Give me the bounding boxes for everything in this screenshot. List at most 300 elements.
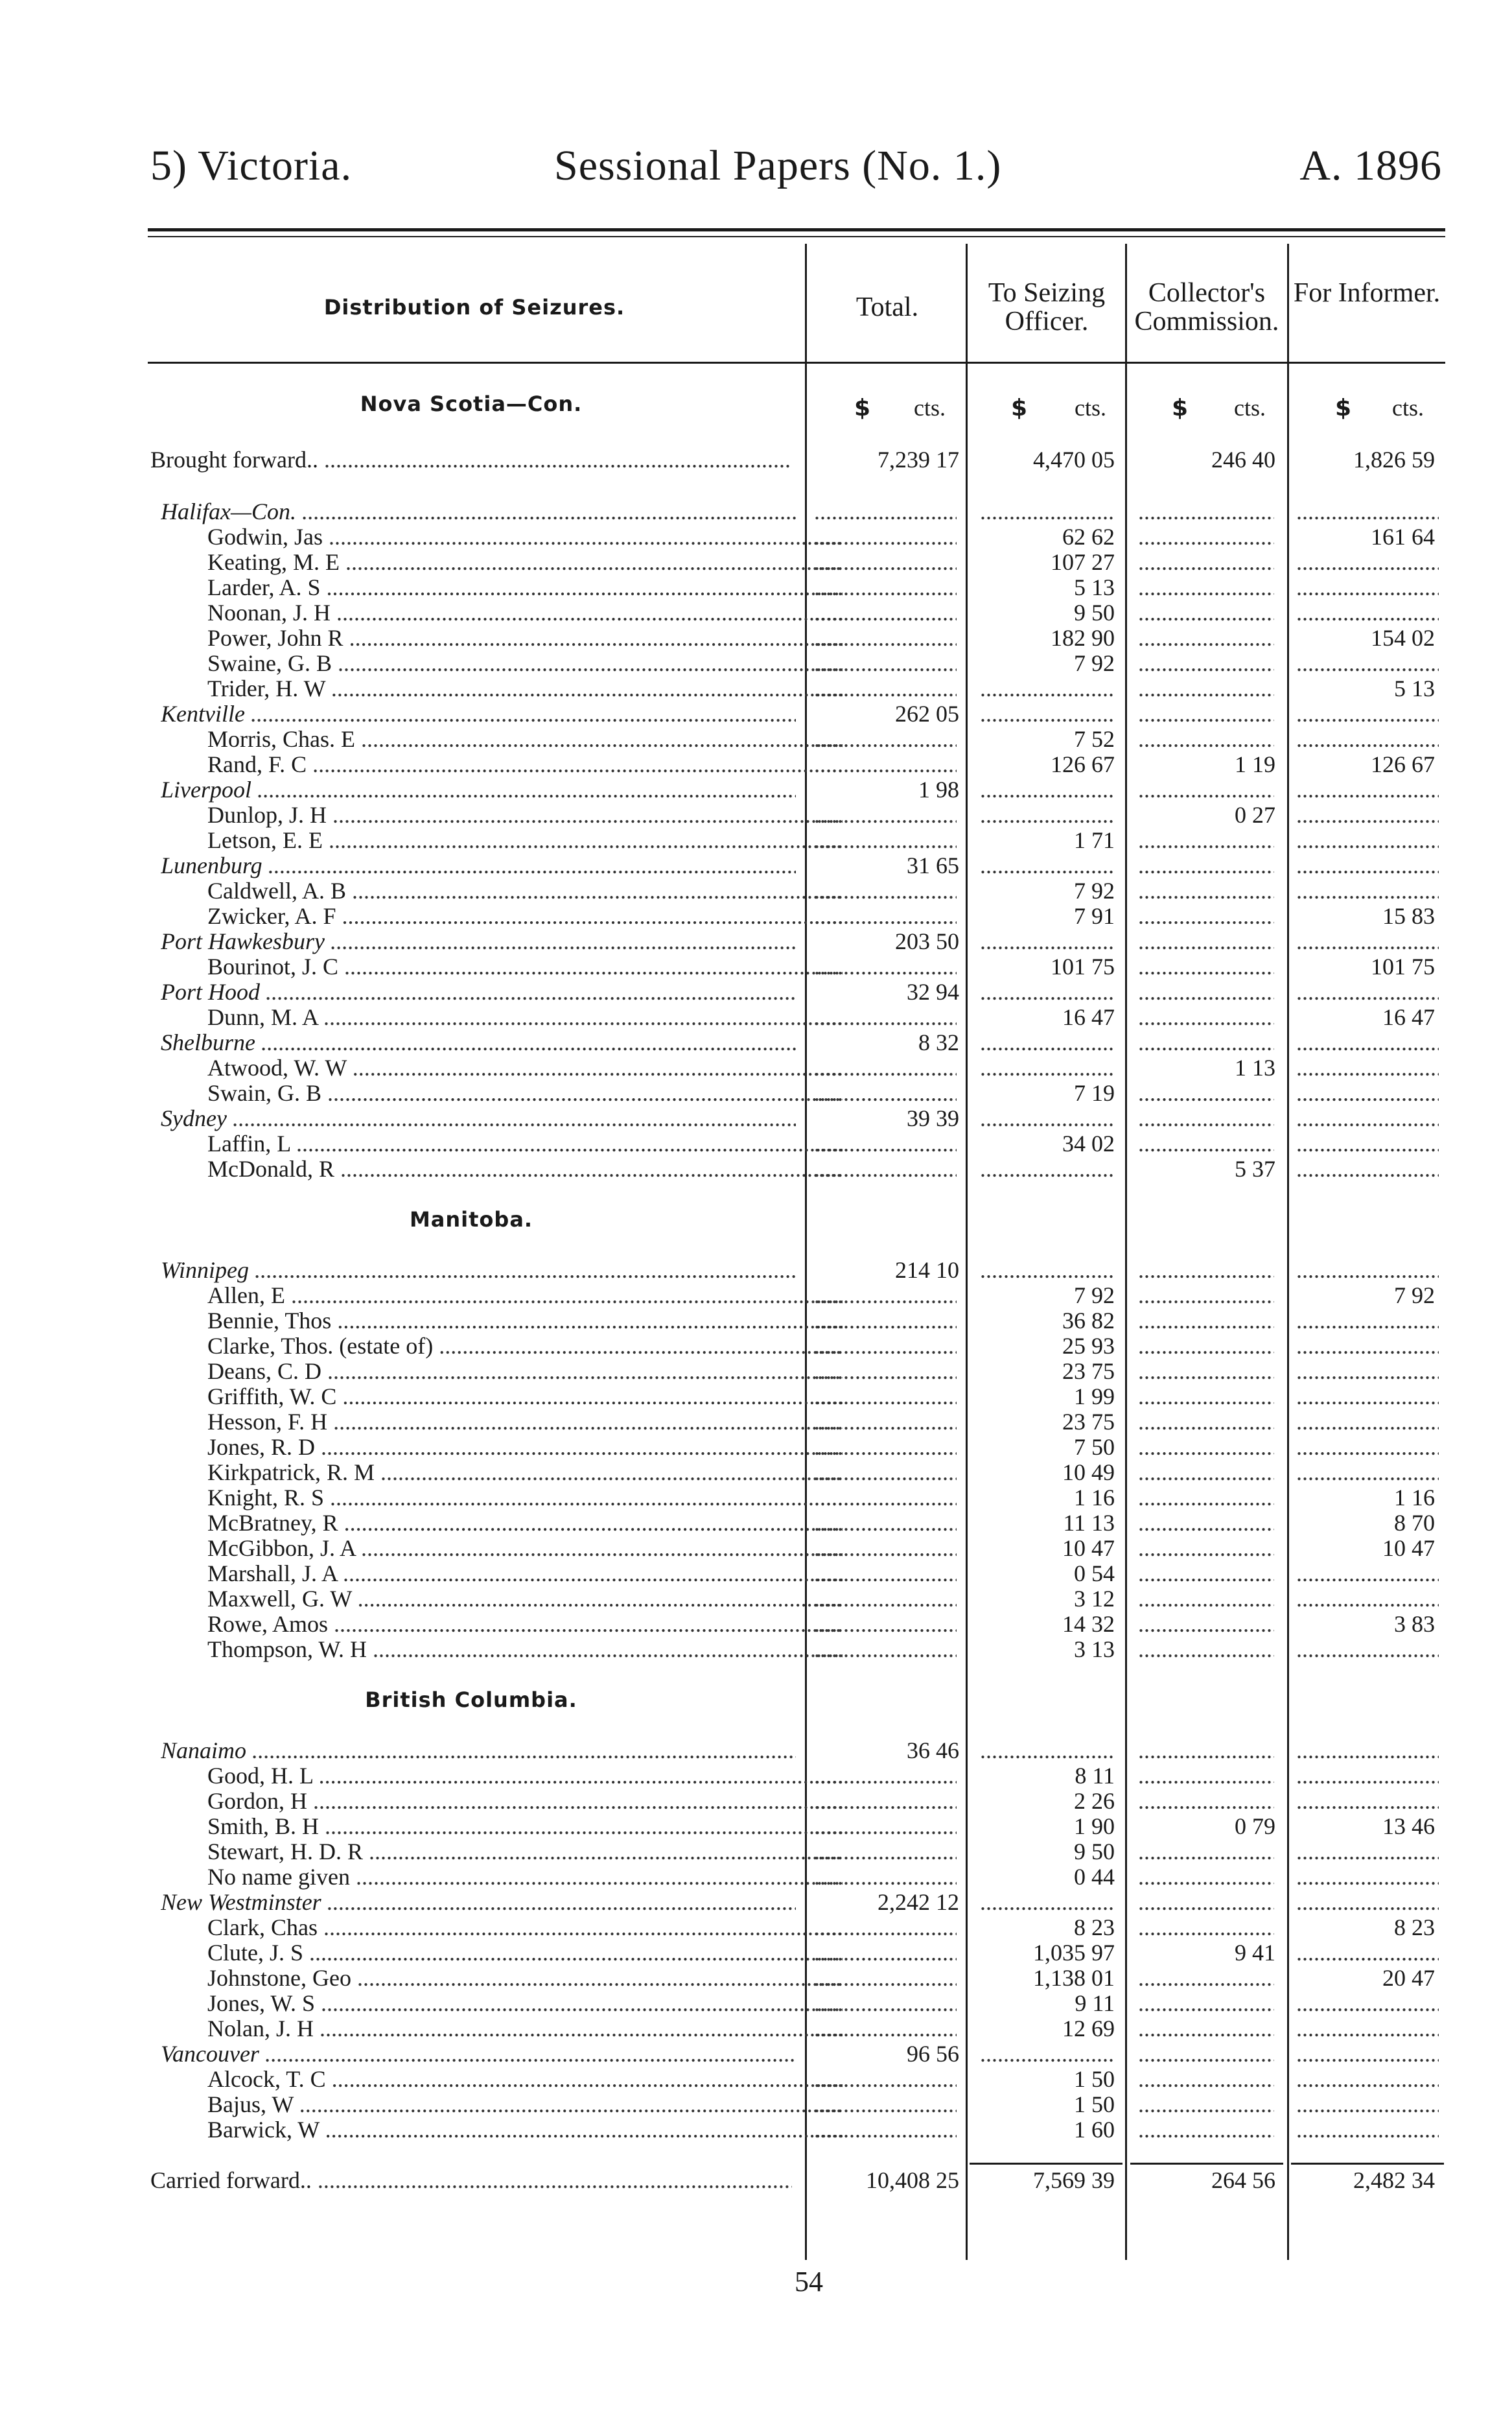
- empty-cell-dots: [814, 1991, 957, 2016]
- leader-dots: [318, 1915, 843, 1940]
- collector-cell: 1 19: [1235, 751, 1275, 777]
- informer-cell: 1 16: [1394, 1485, 1435, 1511]
- empty-cell-dots: [814, 676, 957, 701]
- entry-name: Barwick, W .....: [207, 2117, 843, 2143]
- table-row: [0, 1586, 1512, 1612]
- informer-cell: 13 46: [1382, 1813, 1435, 1839]
- entry-name: Bajus, W .....: [207, 2092, 843, 2117]
- informer-cell: 154 02: [1371, 625, 1435, 651]
- empty-cell-dots: [980, 1030, 1115, 1055]
- leader-dots: [336, 904, 843, 929]
- empty-cell-dots: [1296, 1839, 1439, 1864]
- leader-dots: [315, 1991, 843, 2016]
- entry-name: Caldwell, A. B .....: [207, 878, 843, 904]
- informer-cell: 16 47: [1382, 1004, 1435, 1030]
- empty-cell-dots: [980, 853, 1115, 878]
- place-row: [0, 701, 1512, 727]
- entry-name: McBratney, R .....: [207, 1511, 843, 1536]
- officer-cell: 7 91: [1074, 903, 1115, 929]
- empty-cell-dots: [1296, 1081, 1439, 1106]
- empty-cell-dots: [1296, 1940, 1439, 1966]
- empty-cell-dots: [980, 676, 1115, 701]
- leader-dots: [246, 1738, 796, 1763]
- leader-dots: [327, 803, 843, 828]
- officer-cell: 23 75: [1062, 1358, 1115, 1384]
- empty-cell-dots: [1138, 1005, 1274, 1030]
- empty-cell-dots: [980, 980, 1115, 1005]
- table-row: [0, 1991, 1512, 2016]
- leader-dots: [433, 1334, 843, 1359]
- empty-cell-dots: [814, 1511, 957, 1536]
- informer-cell: 10 47: [1382, 1535, 1435, 1561]
- empty-cell-dots: [814, 2067, 957, 2092]
- leader-dots: [307, 752, 843, 777]
- table-row: [0, 752, 1512, 777]
- leader-dots: [355, 1536, 843, 1561]
- entry-name: No name given .....: [207, 1864, 843, 1890]
- entry-name: Letson, E. E .....: [207, 828, 843, 853]
- table-row: [0, 1536, 1512, 1561]
- empty-cell-dots: [1296, 1030, 1439, 1055]
- empty-cell-dots: [814, 626, 957, 651]
- empty-cell-dots: [1138, 701, 1274, 727]
- empty-cell-dots: [814, 575, 957, 600]
- leader-dots: [321, 575, 843, 600]
- leader-dots: [262, 853, 796, 878]
- leader-dots: [321, 1890, 796, 1915]
- place-row: [0, 2041, 1512, 2067]
- leader-dots: [347, 1055, 843, 1081]
- entry-name: Stewart, H. D. R .....: [207, 1839, 843, 1864]
- entry-name: Larder, A. S .....: [207, 575, 843, 600]
- officer-cell: 62 62: [1062, 524, 1115, 550]
- empty-cell-dots: [1138, 1586, 1274, 1612]
- leader-dots: [321, 1081, 843, 1106]
- table-row: [0, 1940, 1512, 1966]
- officer-cell: 34 02: [1062, 1131, 1115, 1157]
- empty-cell-dots: [814, 828, 957, 853]
- entry-name: Allen, E .....: [207, 1283, 843, 1308]
- entry-name: Hesson, F. H .....: [207, 1409, 843, 1435]
- table-row: [0, 1283, 1512, 1308]
- empty-cell-dots: [1138, 676, 1274, 701]
- empty-cell-dots: [814, 1384, 957, 1409]
- leader-dots: [313, 1763, 843, 1789]
- leader-dots: [331, 600, 843, 626]
- place-row: [0, 499, 1512, 524]
- spacer-row: [0, 1662, 1512, 1687]
- empty-cell-dots: [1138, 1915, 1274, 1940]
- table-row: [0, 878, 1512, 904]
- informer-cell: 5 13: [1394, 676, 1435, 701]
- entry-name: Bourinot, J. C .....: [207, 954, 843, 980]
- place-name: Port Hawkesbury .....: [161, 929, 796, 954]
- empty-cell-dots: [814, 1005, 957, 1030]
- officer-cell: 3 12: [1074, 1586, 1115, 1612]
- place-row: [0, 1106, 1512, 1131]
- empty-cell-dots: [1296, 1586, 1439, 1612]
- empty-cell-dots: [1296, 2016, 1439, 2041]
- total-cell: 203 50: [895, 928, 959, 954]
- table-row: [0, 1131, 1512, 1157]
- leader-dots: [296, 499, 796, 524]
- empty-cell-dots: [1138, 1435, 1274, 1460]
- empty-cell-dots: [814, 1864, 957, 1890]
- empty-cell-dots: [1296, 1334, 1439, 1359]
- empty-cell-dots: [1138, 980, 1274, 1005]
- dollar-sign: $: [1335, 395, 1352, 421]
- empty-cell-dots: [1296, 550, 1439, 575]
- empty-cell-dots: [814, 1485, 957, 1511]
- empty-cell-dots: [814, 904, 957, 929]
- section-heading-row: [0, 392, 1512, 417]
- officer-cell: 1,035 97: [1033, 1940, 1115, 1966]
- empty-cell-dots: [1296, 1991, 1439, 2016]
- total-cell: 262 05: [895, 701, 959, 727]
- table-row: [0, 954, 1512, 980]
- empty-cell-dots: [980, 1106, 1115, 1131]
- leader-dots: [260, 980, 796, 1005]
- officer-cell: 9 50: [1074, 1839, 1115, 1864]
- table-row: [0, 1966, 1512, 1991]
- empty-cell-dots: [814, 1334, 957, 1359]
- table-row: [0, 1612, 1512, 1637]
- leader-dots: [363, 1839, 843, 1864]
- collector-cell: 9 41: [1235, 1940, 1275, 1966]
- entry-name: Keating, M. E .....: [207, 550, 843, 575]
- empty-cell-dots: [1296, 1258, 1439, 1283]
- total-cell: 32 94: [907, 979, 959, 1005]
- empty-cell-dots: [814, 499, 957, 524]
- empty-cell-dots: [980, 499, 1115, 524]
- officer-cell: 9 50: [1074, 600, 1115, 626]
- empty-cell-dots: [1138, 1789, 1274, 1814]
- empty-cell-dots: [1138, 2016, 1274, 2041]
- entry-name: Trider, H. W .....: [207, 676, 843, 701]
- top-rule-thick: [148, 228, 1445, 231]
- empty-cell-dots: [814, 1460, 957, 1485]
- empty-cell-dots: [1138, 1308, 1274, 1334]
- empty-cell-dots: [1296, 575, 1439, 600]
- empty-cell-dots: [1138, 1966, 1274, 1991]
- leader-dots: [324, 447, 792, 473]
- empty-cell-dots: [814, 1839, 957, 1864]
- informer-cell: 15 83: [1382, 903, 1435, 929]
- cents-label: cts.: [1392, 395, 1424, 421]
- empty-cell-dots: [814, 600, 957, 626]
- empty-cell-dots: [1138, 904, 1274, 929]
- empty-cell-dots: [814, 1814, 957, 1839]
- total-cell: 10,408 25: [866, 2167, 959, 2193]
- summary-label: Carried forward.. .....: [150, 2168, 792, 2193]
- empty-cell-dots: [814, 1536, 957, 1561]
- total-cell: 2,242 12: [878, 1889, 959, 1915]
- spacer-row: [0, 1713, 1512, 1738]
- empty-cell-dots: [814, 1966, 957, 1991]
- empty-cell-dots: [1296, 600, 1439, 626]
- informer-cell: 3 83: [1394, 1611, 1435, 1637]
- empty-cell-dots: [1296, 1637, 1439, 1662]
- empty-cell-dots: [1296, 701, 1439, 727]
- officer-cell: 8 23: [1074, 1914, 1115, 1940]
- leader-dots: [367, 1637, 843, 1662]
- header-left: 5) Victoria.: [150, 142, 353, 189]
- place-name: Lunenburg .....: [161, 853, 796, 878]
- empty-cell-dots: [1138, 853, 1274, 878]
- place-name: Kentville .....: [161, 701, 796, 727]
- table-row: [0, 2092, 1512, 2117]
- empty-cell-dots: [1138, 1384, 1274, 1409]
- leader-dots: [303, 1940, 843, 1966]
- leader-dots: [352, 1586, 843, 1612]
- officer-cell: 3 13: [1074, 1636, 1115, 1662]
- section-heading-row: [0, 1687, 1512, 1713]
- empty-cell-dots: [1138, 1839, 1274, 1864]
- leader-dots: [318, 1005, 843, 1030]
- entry-name: Deans, C. D .....: [207, 1359, 843, 1384]
- leader-dots: [315, 1435, 843, 1460]
- leader-dots: [294, 2092, 843, 2117]
- officer-cell: 1 16: [1074, 1485, 1115, 1511]
- section-title: Manitoba.: [409, 1207, 533, 1232]
- entry-name: Dunlop, J. H .....: [207, 803, 843, 828]
- entry-name: Morris, Chas. E .....: [207, 727, 843, 752]
- spacer-row: [0, 1232, 1512, 1258]
- table-row: [0, 1485, 1512, 1511]
- entry-name: Knight, R. S .....: [207, 1485, 843, 1511]
- total-rule: [1291, 2163, 1444, 2165]
- empty-cell-dots: [1296, 1763, 1439, 1789]
- empty-cell-dots: [814, 954, 957, 980]
- officer-cell: 182 90: [1051, 625, 1115, 651]
- column-header-description: Distribution of Seizures.: [323, 295, 625, 320]
- officer-cell: 9 11: [1075, 1990, 1115, 2016]
- officer-cell: 1 50: [1074, 2066, 1115, 2092]
- leader-dots: [314, 2016, 843, 2041]
- entry-name: Clark, Chas .....: [207, 1915, 843, 1940]
- officer-cell: 16 47: [1062, 1004, 1115, 1030]
- empty-cell-dots: [1138, 1763, 1274, 1789]
- officer-cell: 1 99: [1074, 1383, 1115, 1409]
- entry-name: Bennie, Thos .....: [207, 1308, 843, 1334]
- entry-name: Smith, B. H .....: [207, 1814, 843, 1839]
- empty-cell-dots: [814, 1612, 957, 1637]
- empty-cell-dots: [1296, 499, 1439, 524]
- empty-cell-dots: [1138, 2117, 1274, 2143]
- summary-row: [0, 2168, 1512, 2193]
- table-row: [0, 1081, 1512, 1106]
- spacer-row: [0, 1182, 1512, 1207]
- empty-cell-dots: [980, 1055, 1115, 1081]
- empty-cell-dots: [814, 2016, 957, 2041]
- empty-cell-dots: [1138, 1030, 1274, 1055]
- table-row: [0, 1384, 1512, 1409]
- place-name: Winnipeg .....: [161, 1258, 796, 1283]
- entry-name: Maxwell, G. W .....: [207, 1586, 843, 1612]
- empty-cell-dots: [1138, 2067, 1274, 2092]
- leader-dots: [337, 1561, 843, 1586]
- leader-dots: [336, 1384, 843, 1409]
- place-name: New Westminster .....: [161, 1890, 796, 1915]
- entry-name: Dunn, M. A .....: [207, 1005, 843, 1030]
- empty-cell-dots: [1296, 1561, 1439, 1586]
- empty-cell-dots: [1138, 1106, 1274, 1131]
- leader-dots: [328, 1612, 843, 1637]
- empty-cell-dots: [1296, 1890, 1439, 1915]
- empty-cell-dots: [1138, 1612, 1274, 1637]
- leader-dots: [285, 1283, 843, 1308]
- empty-cell-dots: [1296, 2067, 1439, 2092]
- officer-cell: 1 50: [1074, 2091, 1115, 2117]
- cents-label: cts.: [1234, 395, 1266, 421]
- empty-cell-dots: [814, 1789, 957, 1814]
- officer-cell: 4,470 05: [1033, 447, 1115, 473]
- table-row: [0, 1435, 1512, 1460]
- leader-dots: [332, 651, 843, 676]
- empty-cell-dots: [980, 929, 1115, 954]
- table-row: [0, 550, 1512, 575]
- empty-cell-dots: [1296, 2117, 1439, 2143]
- table-row: [0, 1055, 1512, 1081]
- officer-cell: 7 92: [1074, 1282, 1115, 1308]
- leader-dots: [312, 2168, 792, 2193]
- empty-cell-dots: [1296, 1738, 1439, 1763]
- empty-cell-dots: [980, 701, 1115, 727]
- empty-cell-dots: [1296, 651, 1439, 676]
- empty-cell-dots: [1138, 626, 1274, 651]
- column-header-total: Total.: [855, 292, 919, 322]
- leader-dots: [249, 1258, 796, 1283]
- collector-cell: 5 37: [1235, 1156, 1275, 1182]
- collector-cell: 1 13: [1235, 1055, 1275, 1081]
- entry-name: Clarke, Thos. (estate of) .....: [207, 1334, 843, 1359]
- empty-cell-dots: [814, 1915, 957, 1940]
- empty-cell-dots: [814, 524, 957, 550]
- place-row: [0, 853, 1512, 878]
- officer-cell: 36 82: [1062, 1308, 1115, 1334]
- leader-dots: [327, 1409, 843, 1435]
- entry-name: Griffith, W. C .....: [207, 1384, 843, 1409]
- table-row: [0, 1157, 1512, 1182]
- leader-dots: [307, 1789, 843, 1814]
- entry-name: McDonald, R .....: [207, 1157, 843, 1182]
- place-row: [0, 777, 1512, 803]
- entry-name: Power, John R .....: [207, 626, 843, 651]
- officer-cell: 101 75: [1051, 954, 1115, 980]
- entry-name: Rowe, Amos .....: [207, 1612, 843, 1637]
- table-row: [0, 1409, 1512, 1435]
- entry-name: Thompson, W. H .....: [207, 1637, 843, 1662]
- empty-cell-dots: [1296, 1789, 1439, 1814]
- empty-cell-dots: [1138, 1131, 1274, 1157]
- leader-dots: [323, 524, 843, 550]
- empty-cell-dots: [980, 1890, 1115, 1915]
- empty-cell-dots: [1138, 1081, 1274, 1106]
- officer-cell: 7 19: [1074, 1080, 1115, 1106]
- empty-cell-dots: [1296, 803, 1439, 828]
- empty-cell-dots: [1138, 550, 1274, 575]
- leader-dots: [227, 1106, 796, 1131]
- leader-dots: [346, 878, 843, 904]
- spacer-row: [0, 2143, 1512, 2168]
- empty-cell-dots: [1138, 1738, 1274, 1763]
- dollar-sign: $: [854, 395, 871, 421]
- entry-name: Johnstone, Geo .....: [207, 1966, 843, 1991]
- empty-cell-dots: [1296, 777, 1439, 803]
- empty-cell-dots: [1138, 575, 1274, 600]
- informer-cell: 1,826 59: [1353, 447, 1435, 473]
- empty-cell-dots: [1138, 651, 1274, 676]
- table-row: [0, 1511, 1512, 1536]
- leader-dots: [343, 626, 843, 651]
- empty-cell-dots: [1138, 878, 1274, 904]
- table-row: [0, 1915, 1512, 1940]
- empty-cell-dots: [1138, 1283, 1274, 1308]
- leader-dots: [251, 777, 796, 803]
- leader-dots: [338, 1511, 843, 1536]
- total-rule: [970, 2163, 1122, 2165]
- empty-cell-dots: [814, 550, 957, 575]
- table-row: [0, 1460, 1512, 1485]
- empty-cell-dots: [1138, 1409, 1274, 1435]
- collector-cell: 264 56: [1211, 2167, 1275, 2193]
- place-name: Port Hood .....: [161, 980, 796, 1005]
- officer-cell: 5 13: [1074, 574, 1115, 600]
- officer-cell: 23 75: [1062, 1409, 1115, 1435]
- table-row: [0, 626, 1512, 651]
- leader-dots: [319, 1814, 843, 1839]
- entry-name: Gordon, H .....: [207, 1789, 843, 1814]
- empty-cell-dots: [1296, 828, 1439, 853]
- officer-cell: 7,569 39: [1033, 2167, 1115, 2193]
- empty-cell-dots: [980, 1738, 1115, 1763]
- column-header-collector-commission: Collector's Commission.: [1134, 278, 1279, 336]
- total-cell: 8 32: [918, 1029, 959, 1055]
- table-row: [0, 600, 1512, 626]
- empty-cell-dots: [1296, 1131, 1439, 1157]
- empty-cell-dots: [1296, 1308, 1439, 1334]
- entry-name: Marshall, J. A .....: [207, 1561, 843, 1586]
- page-number: 54: [795, 2266, 823, 2298]
- empty-cell-dots: [1138, 777, 1274, 803]
- empty-cell-dots: [814, 2117, 957, 2143]
- place-name: Shelburne .....: [161, 1030, 796, 1055]
- header-center: Sessional Papers (No. 1.): [554, 142, 1002, 189]
- officer-cell: 107 27: [1051, 549, 1115, 575]
- leader-dots: [245, 701, 796, 727]
- officer-cell: 7 92: [1074, 878, 1115, 904]
- officer-cell: 7 52: [1074, 726, 1115, 752]
- entry-name: Noonan, J. H .....: [207, 600, 843, 626]
- entry-name: Good, H. L .....: [207, 1763, 843, 1789]
- header-right: A. 1896: [1299, 142, 1442, 189]
- collector-cell: 246 40: [1211, 447, 1275, 473]
- empty-cell-dots: [814, 1435, 957, 1460]
- empty-cell-dots: [814, 2092, 957, 2117]
- empty-cell-dots: [1138, 1460, 1274, 1485]
- empty-cell-dots: [1138, 1536, 1274, 1561]
- empty-cell-dots: [814, 1637, 957, 1662]
- entry-name: Godwin, Jas .....: [207, 524, 843, 550]
- table-row: [0, 1308, 1512, 1334]
- officer-cell: 8 11: [1075, 1763, 1115, 1789]
- leader-dots: [259, 2041, 796, 2067]
- empty-cell-dots: [1138, 524, 1274, 550]
- empty-cell-dots: [1138, 1890, 1274, 1915]
- table-row: [0, 524, 1512, 550]
- table-row: [0, 1839, 1512, 1864]
- officer-cell: 1 90: [1074, 1813, 1115, 1839]
